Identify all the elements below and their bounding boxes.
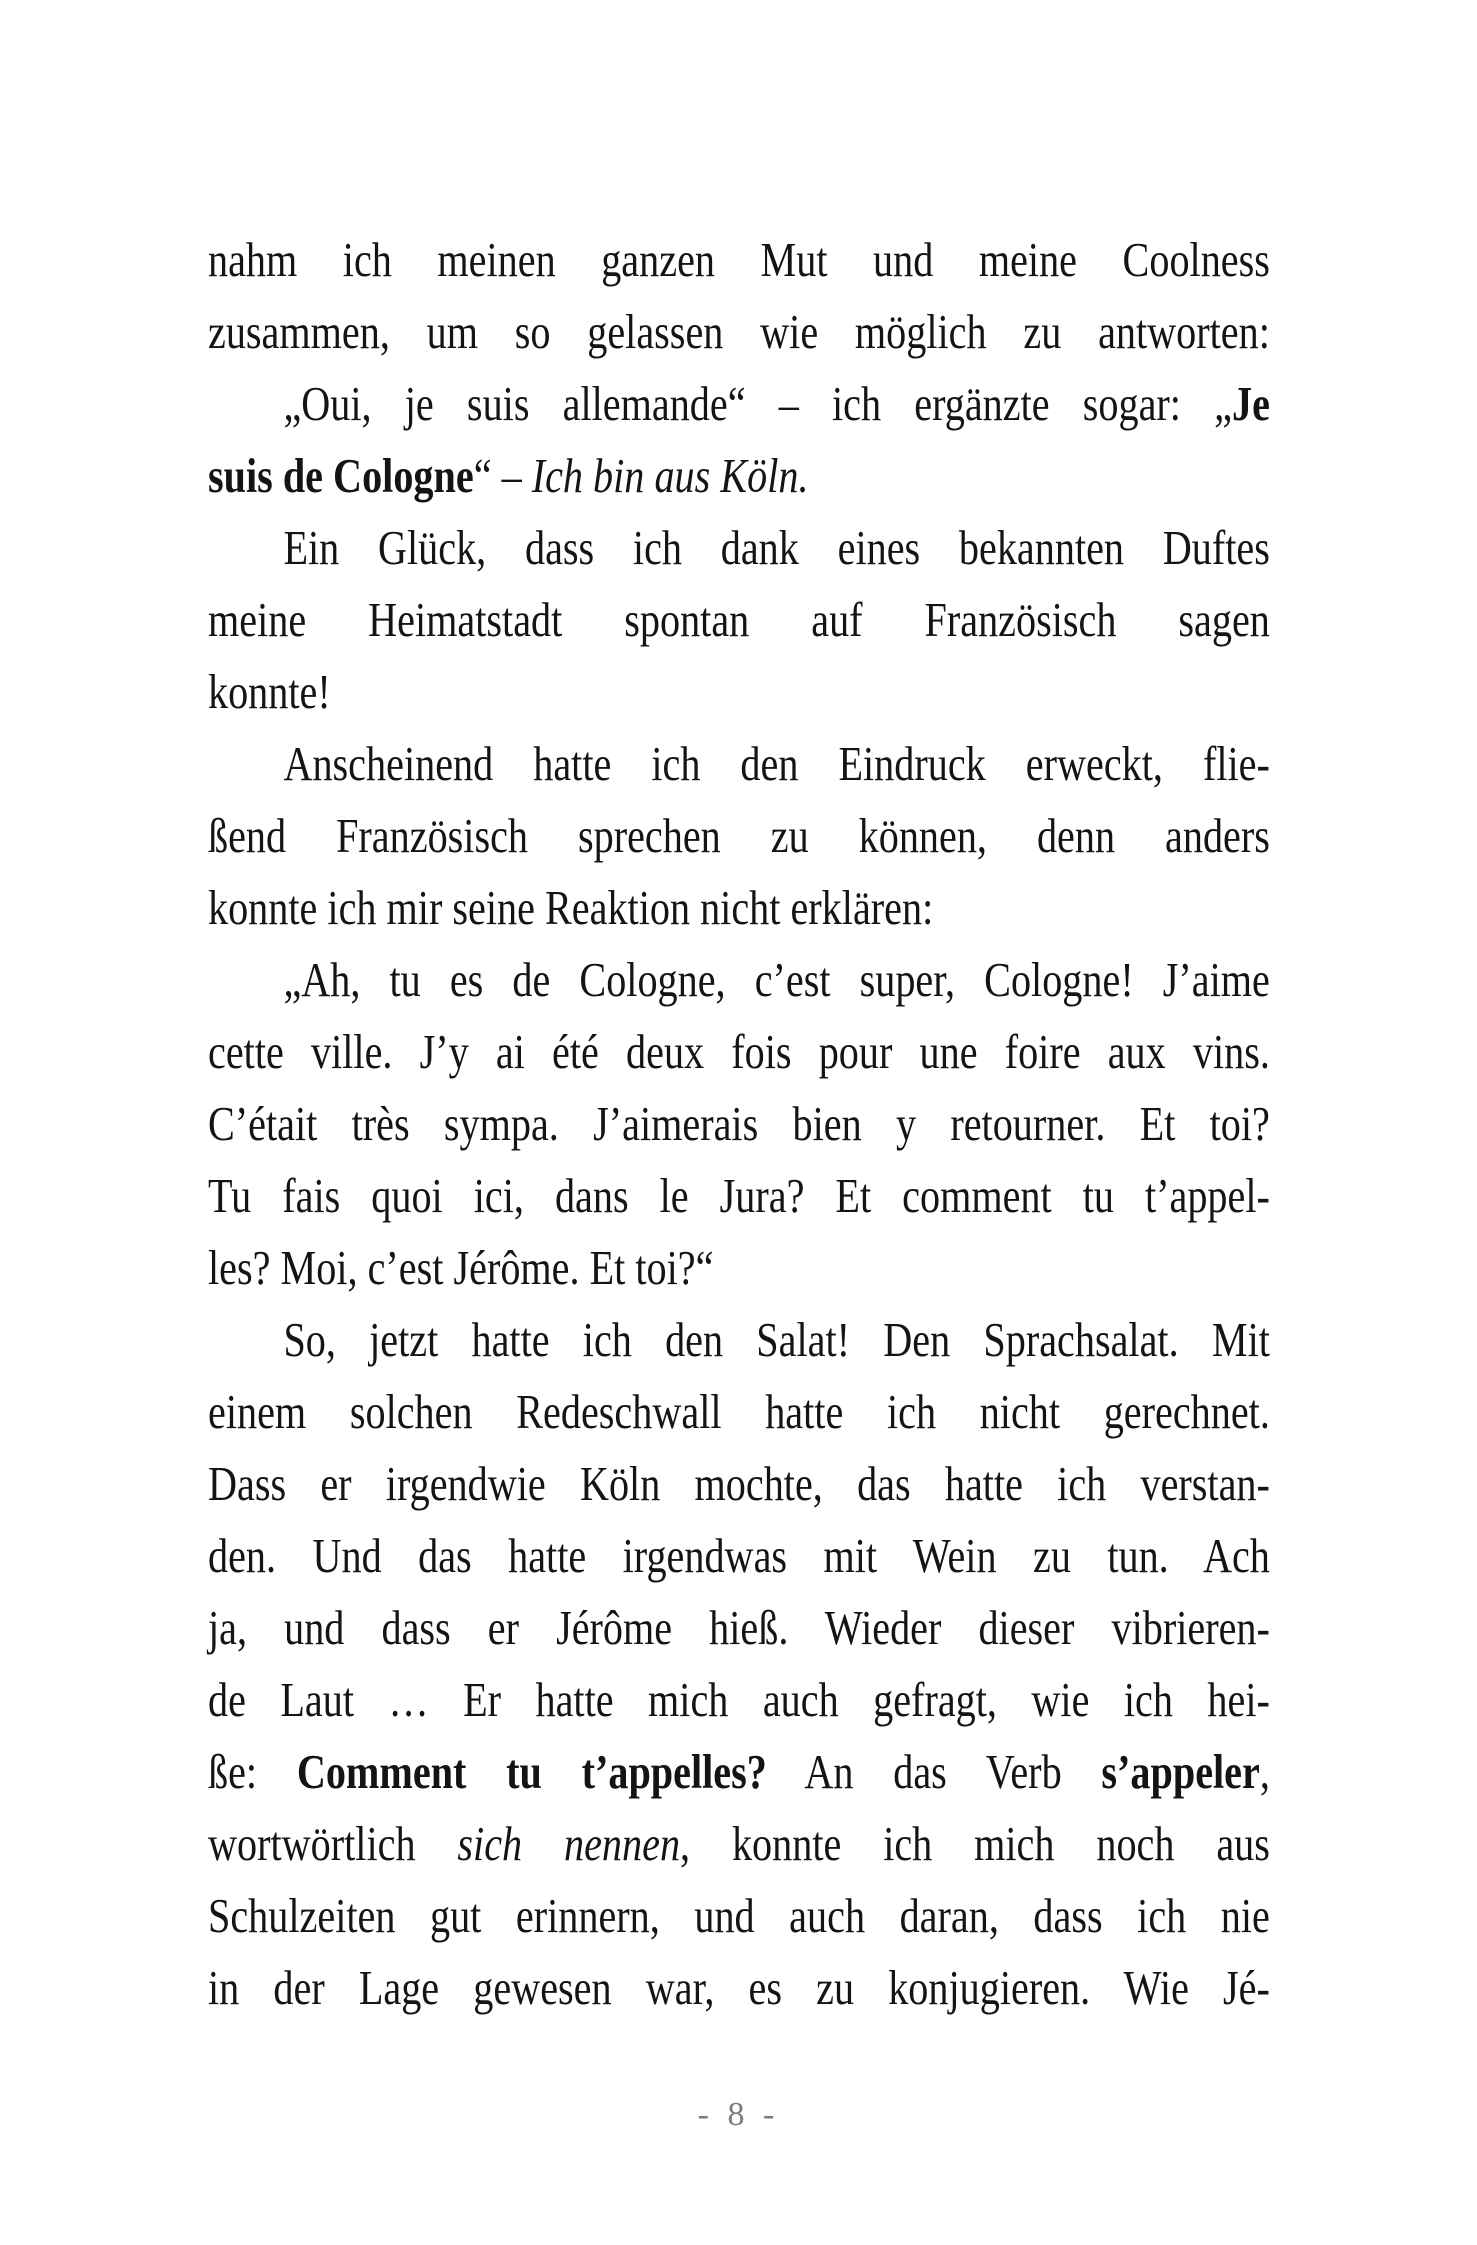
text-line [208,1232,1270,1304]
text-segment: An das Verb [766,1744,1102,1799]
bold-text: Je [1231,376,1270,431]
text-line [208,1016,1270,1088]
bold-text: suis de Cologne [208,448,474,503]
text-segment: Anscheinend hatte ich den Eindruck erweckt, flie- [283,736,1270,791]
text-line [208,1808,1270,1880]
text-segment: Ein Glück, dass ich dank eines bekannten Duftes [283,520,1270,575]
text-segment: nahm ich meinen ganzen Mut und meine Coolness [208,232,1270,287]
text-segment: den. Und das hatte irgendwas mit Wein zu tun. Ach [208,1528,1270,1583]
text-line [208,1520,1270,1592]
text-segment: einem solchen Redeschwall hatte ich nicht gerechnet. [208,1384,1270,1439]
text-block [208,224,1270,2024]
text-line [208,872,1270,944]
text-segment: zusammen, um so gelassen wie möglich zu antworten: [208,304,1270,359]
text-segment: “ – [473,448,532,503]
text-line [208,1736,1270,1808]
text-segment: , konnte ich mich noch aus [680,1816,1270,1871]
text-segment: Schulzeiten gut erinnern, und auch daran, dass ich nie [208,1888,1270,1943]
text-line [208,224,1270,296]
text-line [208,1880,1270,1952]
text-segment: C’était très sympa. J’aimerais bien y retourner. Et toi? [208,1096,1270,1151]
text-line [208,1088,1270,1160]
text-segment: in der Lage gewesen war, es zu konjugieren. Wie Jé- [208,1960,1270,2015]
text-segment: konnte! [208,664,331,719]
bold-text: Comment tu t’appelles? [296,1744,767,1799]
text-line [208,1952,1270,2024]
text-segment: ßend Französisch sprechen zu können, denn anders [208,808,1270,863]
text-line [208,944,1270,1016]
text-line [208,296,1270,368]
italic-text: Ich bin aus Köln. [531,448,809,503]
text-segment: cette ville. J’y ai été deux fois pour une foire aux vins. [208,1024,1270,1079]
text-line [208,800,1270,872]
text-line [208,584,1270,656]
text-line [208,1376,1270,1448]
text-segment: So, jetzt hatte ich den Salat! Den Sprachsalat. Mit [283,1312,1270,1367]
text-line [208,656,1270,728]
text-line [208,1304,1270,1376]
text-line [208,368,1270,440]
text-line [208,1664,1270,1736]
text-line [208,1592,1270,1664]
text-segment: konnte ich mir seine Reaktion nicht erklären: [208,880,934,935]
text-segment: les? Moi, c’est Jérôme. Et toi?“ [208,1240,714,1295]
text-line [208,1448,1270,1520]
text-segment: de Laut … Er hatte mich auch gefragt, wie ich hei- [208,1672,1270,1727]
text-segment: „Oui, je suis allemande“ – ich ergänzte sogar: „ [283,376,1232,431]
text-line [208,728,1270,800]
italic-text: sich nennen [457,1816,681,1871]
text-segment: ja, und dass er Jérôme hieß. Wieder dieser vibrieren- [208,1600,1270,1655]
text-segment: „Ah, tu es de Cologne, c’est super, Cologne! J’aime [283,952,1270,1007]
text-line [208,440,1270,512]
bold-text: s’appeler [1101,1744,1260,1799]
text-segment: Dass er irgendwie Köln mochte, das hatte ich verstan- [208,1456,1270,1511]
text-line [208,512,1270,584]
text-line [208,1160,1270,1232]
text-segment: wortwörtlich [208,1816,458,1871]
text-segment: meine Heimatstadt spontan auf Französisch sagen [208,592,1270,647]
text-segment: Tu fais quoi ici, dans le Jura? Et comment tu t’appel- [208,1168,1270,1223]
text-segment: ße: [208,1744,297,1799]
page-number: - 8 - [697,2096,780,2133]
text-segment: , [1259,1744,1270,1799]
